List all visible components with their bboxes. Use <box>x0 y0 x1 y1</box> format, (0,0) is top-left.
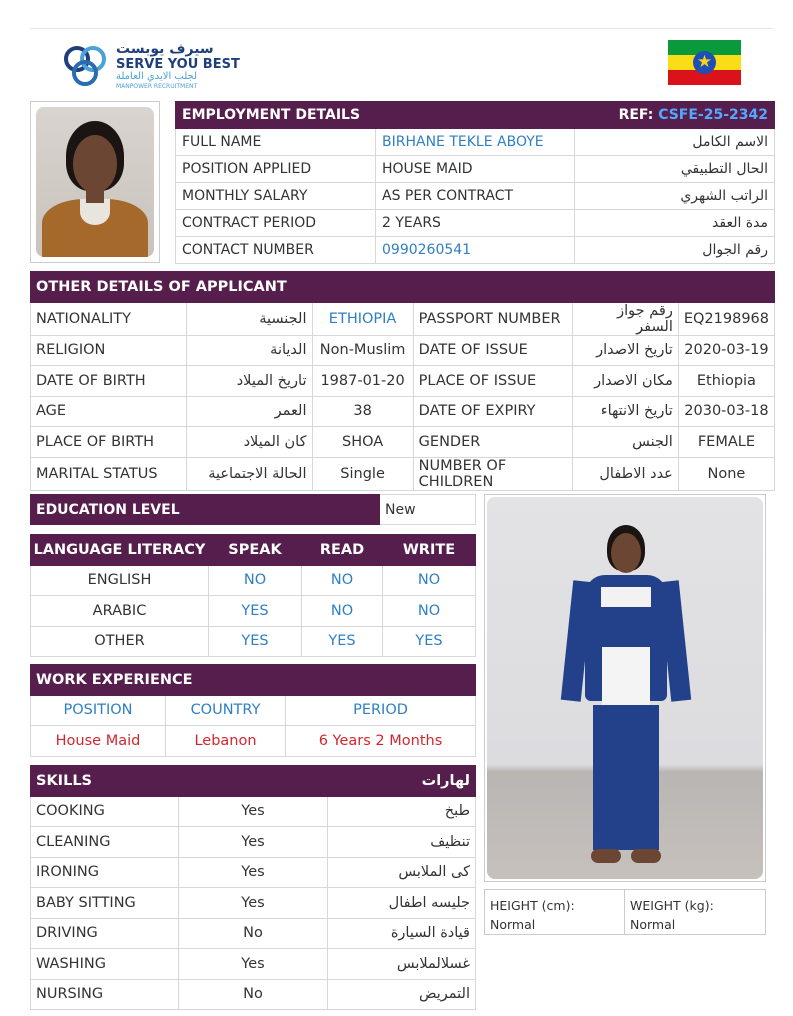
table-row <box>31 366 775 397</box>
nationality-label-arabic: الجنسية <box>186 302 312 335</box>
table-row <box>31 918 476 949</box>
work-country-value: Lebanon <box>166 726 286 757</box>
table-row <box>176 237 775 264</box>
skills-table <box>30 765 476 1010</box>
table-row <box>31 335 775 366</box>
write-value: YES <box>383 626 476 657</box>
photo-right-foot <box>631 849 661 863</box>
place-of-birth-label: PLACE OF BIRTH <box>31 427 187 458</box>
skill-name-arabic: غسلالملابس <box>328 949 476 980</box>
speak-header: SPEAK <box>209 535 302 566</box>
skills-title-arabic: لهارات <box>328 766 476 797</box>
skill-name: COOKING <box>31 796 179 827</box>
age-value: 38 <box>312 396 413 427</box>
speak-value: YES <box>209 626 302 657</box>
dob-label-arabic: تاريخ الميلاد <box>186 366 312 397</box>
date-of-expiry-label: DATE OF EXPIRY <box>413 396 572 427</box>
skill-name-arabic: جليسه اطفال <box>328 888 476 919</box>
employment-title: EMPLOYMENT DETAILS <box>176 102 376 129</box>
other-details-title: OTHER DETAILS OF APPLICANT <box>31 272 775 303</box>
table-row <box>31 427 775 458</box>
write-value: NO <box>383 565 476 596</box>
row-label-arabic: الحال التطبيقي <box>575 156 775 183</box>
ethiopia-flag-icon <box>668 40 741 85</box>
table-row <box>31 827 476 858</box>
skill-name-arabic: التمريض <box>328 979 476 1010</box>
passport-label: PASSPORT NUMBER <box>413 302 572 335</box>
logo-arabic-subtitle: لجلب الايدي العاملة <box>116 71 198 82</box>
height-weight-box <box>484 889 766 935</box>
language-table <box>30 534 476 657</box>
row-label: POSITION APPLIED <box>176 156 376 183</box>
skill-name: DRIVING <box>31 918 179 949</box>
weight-label: WEIGHT (kg): <box>630 898 714 913</box>
employment-details-table <box>175 101 775 264</box>
work-position-value: House Maid <box>31 726 166 757</box>
gender-label: GENDER <box>413 427 572 458</box>
table-row <box>31 796 476 827</box>
place-of-issue-label-arabic: مكان الاصدار <box>572 366 678 397</box>
position-header: POSITION <box>31 695 166 726</box>
table-row <box>31 626 476 657</box>
photo-apron <box>602 647 650 709</box>
age-label-arabic: العمر <box>186 396 312 427</box>
age-label: AGE <box>31 396 187 427</box>
skill-name: NURSING <box>31 979 179 1010</box>
skill-value: No <box>179 918 328 949</box>
children-label: NUMBER OF CHILDREN <box>413 457 572 490</box>
height-cell <box>485 890 625 934</box>
skill-value: Yes <box>179 949 328 980</box>
language-name: OTHER <box>31 626 209 657</box>
country-header: COUNTRY <box>166 695 286 726</box>
skill-name: CLEANING <box>31 827 179 858</box>
other-details-table <box>30 271 775 491</box>
read-header: READ <box>302 535 383 566</box>
read-value: NO <box>302 596 383 627</box>
table-row <box>31 302 775 335</box>
table-row <box>31 979 476 1010</box>
education-title: EDUCATION LEVEL <box>31 495 380 525</box>
marital-status-value: Single <box>312 457 413 490</box>
write-value: NO <box>383 596 476 627</box>
skill-value: Yes <box>179 857 328 888</box>
place-of-birth-label-arabic: كان الميلاد <box>186 427 312 458</box>
table-row <box>31 396 775 427</box>
row-label: MONTHLY SALARY <box>176 183 376 210</box>
work-experience-title: WORK EXPERIENCE <box>31 665 476 696</box>
table-row <box>176 129 775 156</box>
full-name-value: BIRHANE TEKLE ABOYE <box>376 129 575 156</box>
skill-name-arabic: طبخ <box>328 796 476 827</box>
photo-collar <box>601 587 651 607</box>
table-row <box>176 156 775 183</box>
header <box>30 34 775 94</box>
skill-name-arabic: کی الملابس <box>328 857 476 888</box>
row-label-arabic: رقم الجوال <box>575 237 775 264</box>
skill-name: IRONING <box>31 857 179 888</box>
applicant-full-body-photo <box>484 494 766 882</box>
logo-arabic-name: سيرف يوبست <box>116 41 214 57</box>
row-label-arabic: الراتب الشهري <box>575 183 775 210</box>
table-row <box>31 596 476 627</box>
passport-value: EQ2198968 <box>678 302 774 335</box>
work-experience-table <box>30 664 476 757</box>
row-label: FULL NAME <box>176 129 376 156</box>
skill-name-arabic: قيادة السيارة <box>328 918 476 949</box>
table-row <box>31 457 775 490</box>
weight-cell <box>625 890 765 934</box>
skill-value: No <box>179 979 328 1010</box>
flag-emblem-icon: ★ <box>693 51 716 74</box>
skills-title-spacer <box>179 766 328 797</box>
table-row <box>31 726 476 757</box>
religion-label: RELIGION <box>31 335 187 366</box>
date-of-issue-label: DATE OF ISSUE <box>413 335 572 366</box>
table-row <box>31 565 476 596</box>
language-header: LANGUAGE LITERACY <box>31 535 209 566</box>
read-value: YES <box>302 626 383 657</box>
contact-number-link[interactable]: 0990260541 <box>376 237 575 264</box>
height-label: HEIGHT (cm): <box>490 898 575 913</box>
nationality-label: NATIONALITY <box>31 302 187 335</box>
gender-label-arabic: الجنس <box>572 427 678 458</box>
language-name: ARABIC <box>31 596 209 627</box>
top-divider <box>30 28 773 29</box>
read-value: NO <box>302 565 383 596</box>
skill-name-arabic: تنظيف <box>328 827 476 858</box>
weight-value: Normal <box>630 917 676 932</box>
row-label-arabic: الاسم الكامل <box>575 129 775 156</box>
logo-english-subtitle: MANPOWER RECRUITMENT <box>116 83 198 90</box>
date-of-expiry-value: 2030-03-18 <box>678 396 774 427</box>
date-of-issue-label-arabic: تاريخ الاصدار <box>572 335 678 366</box>
date-of-issue-value: 2020-03-19 <box>678 335 774 366</box>
table-row <box>31 857 476 888</box>
skill-value: Yes <box>179 827 328 858</box>
period-header: PERIOD <box>286 695 476 726</box>
education-table <box>30 494 476 525</box>
skill-name: BABY SITTING <box>31 888 179 919</box>
dob-value: 1987-01-20 <box>312 366 413 397</box>
marital-status-label-arabic: الحالة الاجتماعية <box>186 457 312 490</box>
nationality-value: ETHIOPIA <box>312 302 413 335</box>
monthly-salary-value: AS PER CONTRACT <box>376 183 575 210</box>
religion-value: Non-Muslim <box>312 335 413 366</box>
passport-label-arabic: رقم جواز السفر <box>572 302 678 335</box>
religion-label-arabic: الديانة <box>186 335 312 366</box>
applicant-portrait <box>30 101 160 263</box>
row-label: CONTACT NUMBER <box>176 237 376 264</box>
skills-title: SKILLS <box>31 766 179 797</box>
language-name: ENGLISH <box>31 565 209 596</box>
table-row <box>31 888 476 919</box>
work-period-value: 6 Years 2 Months <box>286 726 476 757</box>
gender-value: FEMALE <box>678 427 774 458</box>
photo-left-foot <box>591 849 621 863</box>
row-label-arabic: مدة العقد <box>575 210 775 237</box>
portrait-neck <box>86 187 104 203</box>
skill-value: Yes <box>179 796 328 827</box>
place-of-issue-value: Ethiopia <box>678 366 774 397</box>
table-row <box>176 183 775 210</box>
company-logo <box>64 40 244 92</box>
children-value: None <box>678 457 774 490</box>
reference <box>376 102 775 129</box>
logo-ring-icon <box>72 60 98 86</box>
photo-face <box>611 533 641 573</box>
date-of-expiry-label-arabic: تاريخ الانتهاء <box>572 396 678 427</box>
photo-trousers <box>593 705 659 850</box>
marital-status-label: MARITAL STATUS <box>31 457 187 490</box>
table-row <box>31 949 476 980</box>
table-row <box>176 210 775 237</box>
position-applied-value: HOUSE MAID <box>376 156 575 183</box>
contract-period-value: 2 YEARS <box>376 210 575 237</box>
height-value: Normal <box>490 917 536 932</box>
logo-english-name: SERVE YOU BEST <box>116 57 240 72</box>
place-of-birth-value: SHOA <box>312 427 413 458</box>
ref-label: REF: <box>618 107 654 123</box>
speak-value: YES <box>209 596 302 627</box>
ref-value: CSFE-25-2342 <box>658 107 768 123</box>
write-header: WRITE <box>383 535 476 566</box>
place-of-issue-label: PLACE OF ISSUE <box>413 366 572 397</box>
education-value: New <box>380 495 476 525</box>
skill-name: WASHING <box>31 949 179 980</box>
row-label: CONTRACT PERIOD <box>176 210 376 237</box>
dob-label: DATE OF BIRTH <box>31 366 187 397</box>
skill-value: Yes <box>179 888 328 919</box>
speak-value: NO <box>209 565 302 596</box>
children-label-arabic: عدد الاطفال <box>572 457 678 490</box>
portrait-face <box>73 135 117 193</box>
